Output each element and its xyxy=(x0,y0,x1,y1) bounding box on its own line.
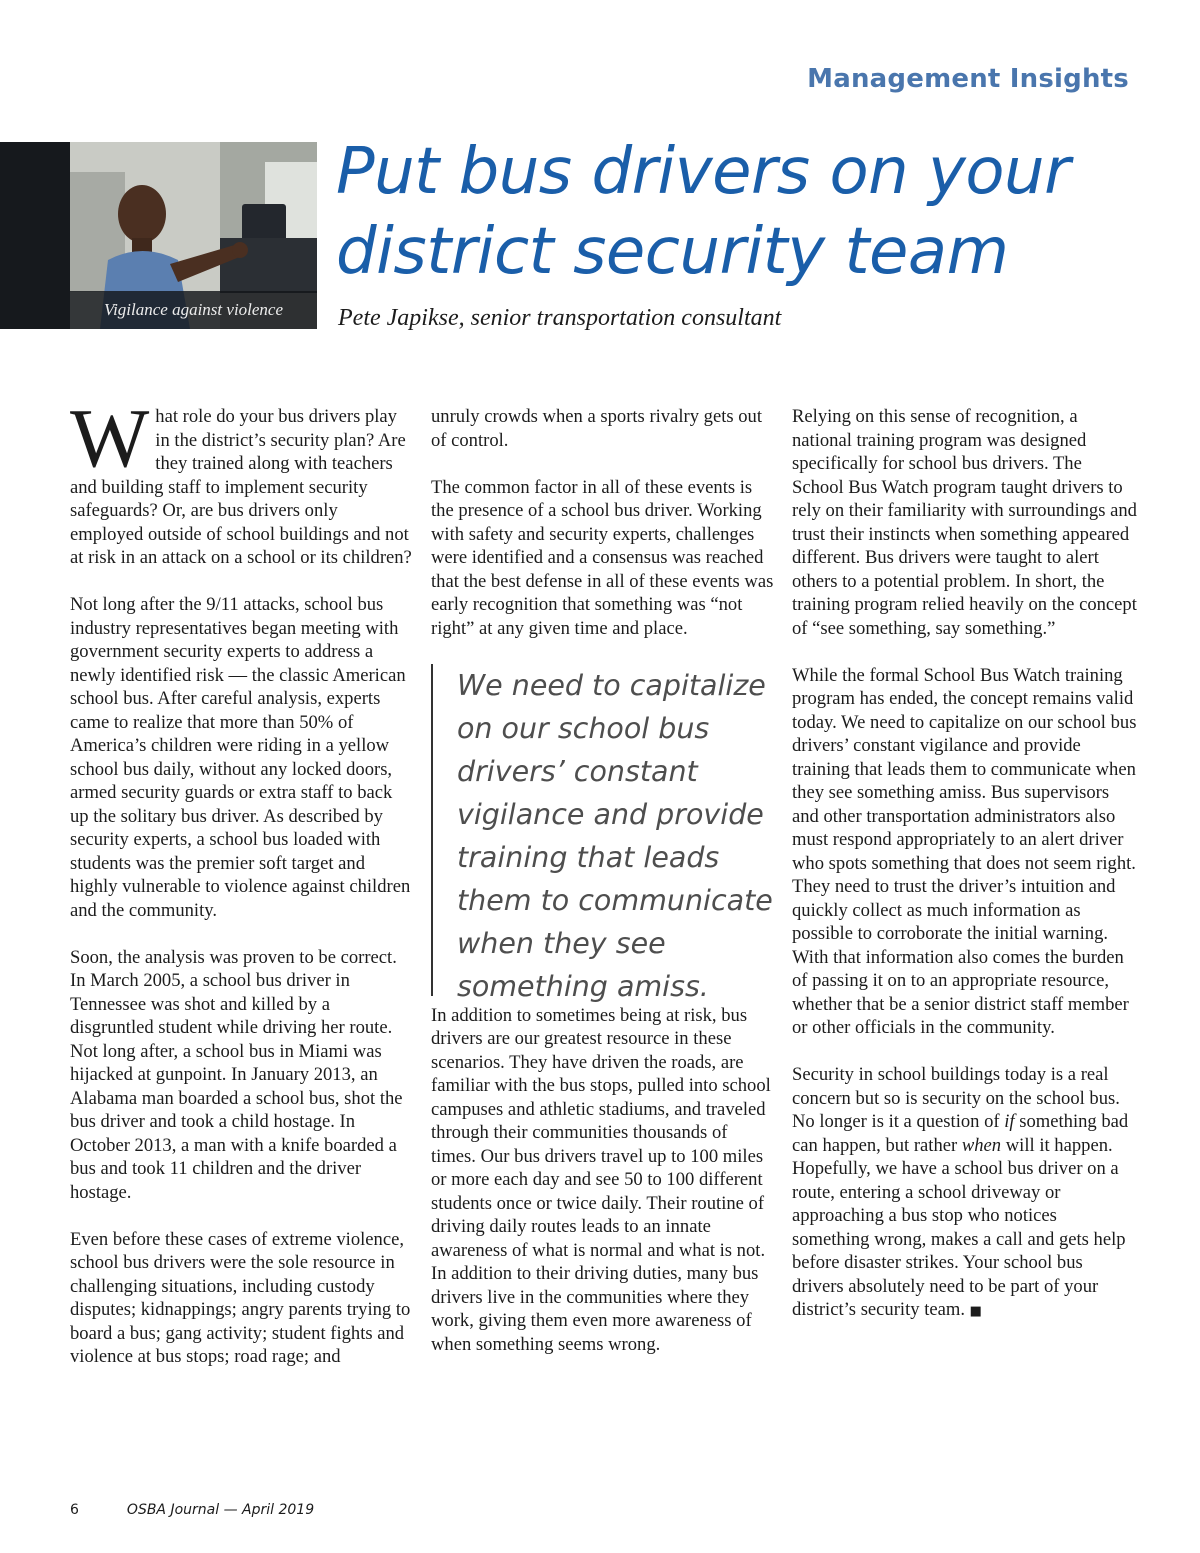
paragraph-text: hat role do your bus drivers play in the district’s security plan? Are they trained along with teachers and building staff to implement security safeguards? Or, are bus drivers only employed outside of school buildings and not at risk in an attack on a school or its children? xyxy=(70,406,412,568)
section-label: Management Insights xyxy=(807,64,1129,94)
end-of-article-mark: ■ xyxy=(969,1304,982,1319)
paragraph: While the formal School Bus Watch training program has ended, the concept remains valid today. We need to capitalize on our school bus drivers’ constant vigilance and provide training that leads them to communicate when they see something amiss. Bus supervisors and other transportation administrators also must respond appropriately to an alert driver who spots something that does not seem right. They need to trust the driver’s intuition and quickly collect as much information as possible to corroborate the initial warning. With that information also comes the burden of passing it on to an appropriate resource, whether that be a senior district staff member or other officials in the community. xyxy=(792,664,1137,1038)
article-column-1 xyxy=(70,392,415,1392)
publication-info: OSBA Journal — April 2019 xyxy=(126,1502,315,1518)
paragraph: Even before these cases of extreme violence, school bus drivers were the sole resource in challenging situations, including custody disputes; kidnappings; angry parents trying to board a bus; gang activity; student fights and violence at bus stops; road rage; and xyxy=(70,1228,411,1367)
paragraph: Soon, the analysis was proven to be correct. In March 2005, a school bus driver in Tennessee was shot and killed by a disgruntled student while driving her route. Not long after, a school bus in Miami was hijacked at gunpoint. In January 2013, an Alabama man boarded a school bus, shot the bus driver and took a child hostage. In October 2013, a man with a knife boarded a bus and took 11 children and the driver hostage. xyxy=(70,946,403,1203)
header-photo xyxy=(70,142,317,329)
side-accent-bar xyxy=(0,142,70,329)
page-footer xyxy=(70,1502,314,1518)
paragraph-text: something bad can happen, but rather xyxy=(792,1111,1129,1156)
paragraph xyxy=(792,1063,1137,1324)
page-number: 6 xyxy=(70,1502,79,1518)
article-byline: Pete Japikse, senior transportation consultant xyxy=(338,305,782,331)
article-title: Put bus drivers on your district security team xyxy=(336,135,1070,289)
drop-cap: W xyxy=(70,392,150,485)
paragraph: Not long after the 9/11 attacks, school bus industry representatives began meeting with government security experts to address a newly identified risk — the classic American school bus. After careful analysis, experts came to realize that more than 50% of America’s children were riding in a yellow school bus daily, without any locked doors, armed security guards or extra staff to back up the solitary bus driver. As described by security experts, a school bus loaded with students was the premier soft target and highly vulnerable to violence against children and the community. xyxy=(70,594,411,921)
paragraph: Relying on this sense of recognition, a national training program was designed specifically for school bus drivers. The School Bus Watch program taught drivers to rely on their familiarity with surroundings and trust their instincts when something appeared different. Bus drivers were taught to alert others to a potential problem. In short, the training program relied heavily on the concept of “see something, say something.” xyxy=(792,406,1137,639)
paragraph: The common factor in all of these events is the presence of a school bus driver. Working with safety and security experts, challenges were identified and a consensus was reached that the best defense in all of these events was early recognition that something was “not right” at any given time and place. xyxy=(431,476,774,639)
emphasis-when: when xyxy=(961,1134,1002,1156)
paragraph-text: Security in school buildings today is a real concern but so is security on the school bus. No longer is it a question of xyxy=(792,1064,1120,1132)
article-column-2 xyxy=(431,405,776,1380)
photo-caption: Vigilance against violence xyxy=(70,291,317,329)
pull-quote: We need to capitalize on our school bus drivers’ constant vigilance and provide training that leads them to communicate when they see something amiss. xyxy=(431,664,776,996)
paragraph: In addition to sometimes being at risk, bus drivers are our greatest resource in these scenarios. They have driven the roads, are familiar with the bus stops, pulled into school campuses and athletic stadiums, and traveled through their communities thousands of times. Our bus drivers travel up to 100 miles or more each day and see 50 to 100 different students once or twice daily. Their routine of driving daily routes leads to an innate awareness of what is normal and what is not. In addition to their driving duties, many bus drivers live in the communities where they work, giving them even more awareness of when something seems wrong. xyxy=(431,1004,771,1355)
paragraph: unruly crowds when a sports rivalry gets out of control. xyxy=(431,406,763,451)
paragraph-text: will it happen. Hopefully, we have a school bus driver on a route, entering a school driveway or approaching a bus stop who notices something wrong, makes a call and gets help before disaster strikes. Your school bus drivers absolutely need to be part of your district’s security team. xyxy=(792,1134,1126,1320)
article-column-3 xyxy=(792,405,1137,1347)
emphasis-if: if xyxy=(1004,1111,1015,1132)
paragraph xyxy=(70,392,415,570)
